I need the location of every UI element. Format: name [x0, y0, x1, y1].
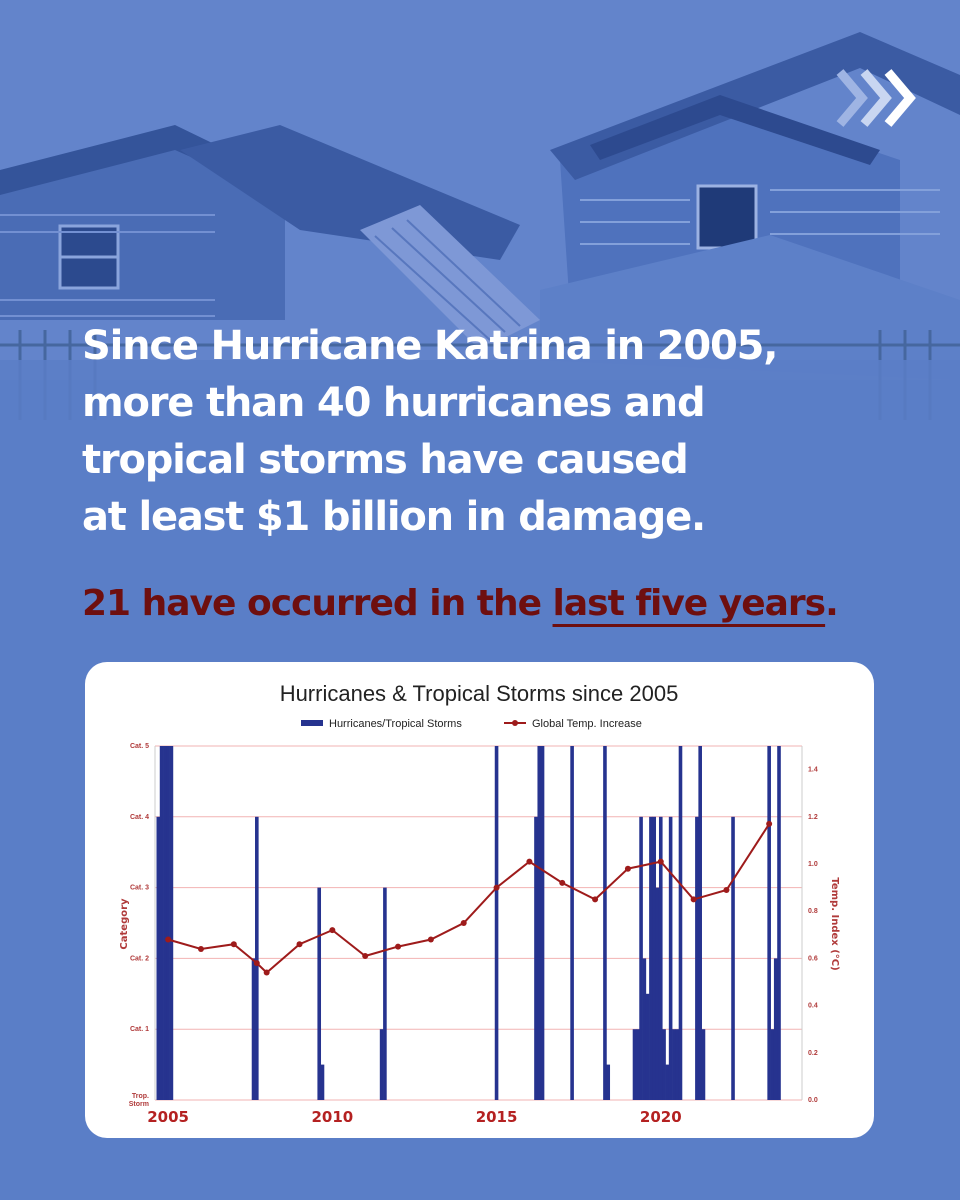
- temp-point: [165, 937, 171, 943]
- temp-point: [559, 880, 565, 886]
- storm-bar: [383, 888, 387, 1100]
- headline: [82, 318, 902, 546]
- headline-line: tropical storms have caused: [82, 437, 688, 483]
- temp-point: [254, 960, 260, 966]
- temp-point: [766, 821, 772, 827]
- temp-point: [198, 946, 204, 952]
- storm-bar: [666, 1065, 670, 1100]
- chart-title: Hurricanes & Tropical Storms since 2005: [279, 681, 679, 706]
- storm-bar: [702, 1029, 706, 1100]
- subheadline-underlined: last five years: [552, 583, 826, 624]
- legend-bar-swatch: [301, 720, 323, 726]
- temp-point: [723, 887, 729, 893]
- storm-bar: [534, 817, 538, 1100]
- temp-point: [691, 896, 697, 902]
- temp-point: [461, 920, 467, 926]
- storm-bar: [698, 746, 702, 1100]
- y2-axis-label: Temp. Index (°C): [829, 877, 840, 971]
- y2-tick-label: 0.4: [808, 1002, 818, 1010]
- storm-bar: [495, 746, 499, 1100]
- storm-bar: [541, 746, 545, 1100]
- temp-point: [494, 885, 500, 891]
- temp-point: [264, 970, 270, 976]
- storm-bar: [669, 817, 673, 1100]
- storm-bar: [603, 746, 607, 1100]
- y2-tick-label: 1.4: [808, 766, 818, 774]
- y2-tick-label: 0.2: [808, 1049, 818, 1057]
- storm-bar: [695, 817, 699, 1100]
- legend: [301, 718, 642, 730]
- storm-bar: [317, 888, 321, 1100]
- temp-point: [658, 859, 664, 865]
- storm-bar: [646, 994, 650, 1100]
- legend-label-bars: Hurricanes/Tropical Storms: [329, 718, 462, 730]
- storm-bar: [160, 746, 164, 1100]
- x-tick-label: 2010: [311, 1108, 354, 1126]
- hurricane-chart: [85, 662, 874, 1138]
- temp-point: [526, 859, 532, 865]
- storm-bar: [166, 746, 170, 1100]
- storm-bar: [380, 1029, 384, 1100]
- legend-label-temp: Global Temp. Increase: [532, 718, 642, 730]
- y2-tick-label: 0.8: [808, 908, 818, 916]
- y-tick-label: Cat. 2: [129, 955, 149, 963]
- temp-point: [329, 927, 335, 933]
- storm-bar: [649, 817, 653, 1100]
- y-tick-label: Cat. 1: [129, 1026, 149, 1034]
- storm-bar: [643, 958, 647, 1100]
- y-tick-label: Cat. 4: [129, 813, 149, 821]
- storm-bar: [662, 1029, 666, 1100]
- y-axis-label: Category: [119, 898, 130, 950]
- x-tick-label: 2020: [639, 1108, 682, 1126]
- y-tick-label: Trop. Storm: [128, 1093, 149, 1108]
- storm-bar: [774, 958, 778, 1100]
- subheadline-prefix: 21 have occurred in the: [82, 583, 553, 624]
- storm-bar: [606, 1065, 610, 1100]
- headline-line: at least $1 billion in damage.: [82, 494, 706, 540]
- subheadline: [82, 579, 838, 629]
- storm-bar: [675, 1029, 679, 1100]
- y2-tick-label: 1.0: [808, 861, 818, 868]
- x-tick-label: 2015: [475, 1108, 518, 1126]
- storm-bar: [156, 817, 160, 1100]
- headline-line: Since Hurricane Katrina in 2005,: [82, 323, 778, 369]
- temp-point: [395, 944, 401, 950]
- storm-bar: [636, 1029, 640, 1100]
- y-tick-label: Cat. 3: [129, 884, 149, 892]
- chart-card: [85, 662, 874, 1138]
- temp-point: [297, 941, 303, 947]
- triple-chevron-right-icon: [832, 66, 928, 130]
- storm-bar: [321, 1065, 325, 1100]
- storm-bar: [672, 1029, 676, 1100]
- temp-point: [428, 937, 434, 943]
- storm-bar: [633, 1029, 637, 1100]
- storm-bar: [771, 1029, 775, 1100]
- y2-tick-label: 0.6: [808, 955, 818, 963]
- storm-bar: [570, 746, 574, 1100]
- y2-tick-label: 0.0: [808, 1097, 818, 1104]
- temp-point: [231, 941, 237, 947]
- storm-bar: [679, 746, 683, 1100]
- temp-point: [592, 896, 598, 902]
- storm-bar: [656, 888, 660, 1100]
- temp-point: [362, 953, 368, 959]
- storm-bar: [537, 746, 541, 1100]
- storm-bar: [777, 746, 781, 1100]
- storm-bar: [652, 817, 656, 1100]
- storm-bar: [731, 817, 735, 1100]
- x-tick-label: 2005: [147, 1108, 190, 1126]
- storm-bar: [767, 746, 771, 1100]
- storm-bar: [255, 817, 259, 1100]
- storm-bar: [170, 746, 174, 1100]
- storm-bar: [252, 958, 256, 1100]
- storm-bar: [639, 817, 643, 1100]
- storm-bar: [163, 746, 167, 1100]
- legend-line-marker: [512, 720, 518, 726]
- y2-tick-label: 1.2: [808, 813, 818, 821]
- subheadline-suffix: .: [825, 583, 838, 624]
- temp-point: [625, 866, 631, 872]
- headline-line: more than 40 hurricanes and: [82, 380, 705, 426]
- y-tick-label: Cat. 5: [129, 743, 149, 750]
